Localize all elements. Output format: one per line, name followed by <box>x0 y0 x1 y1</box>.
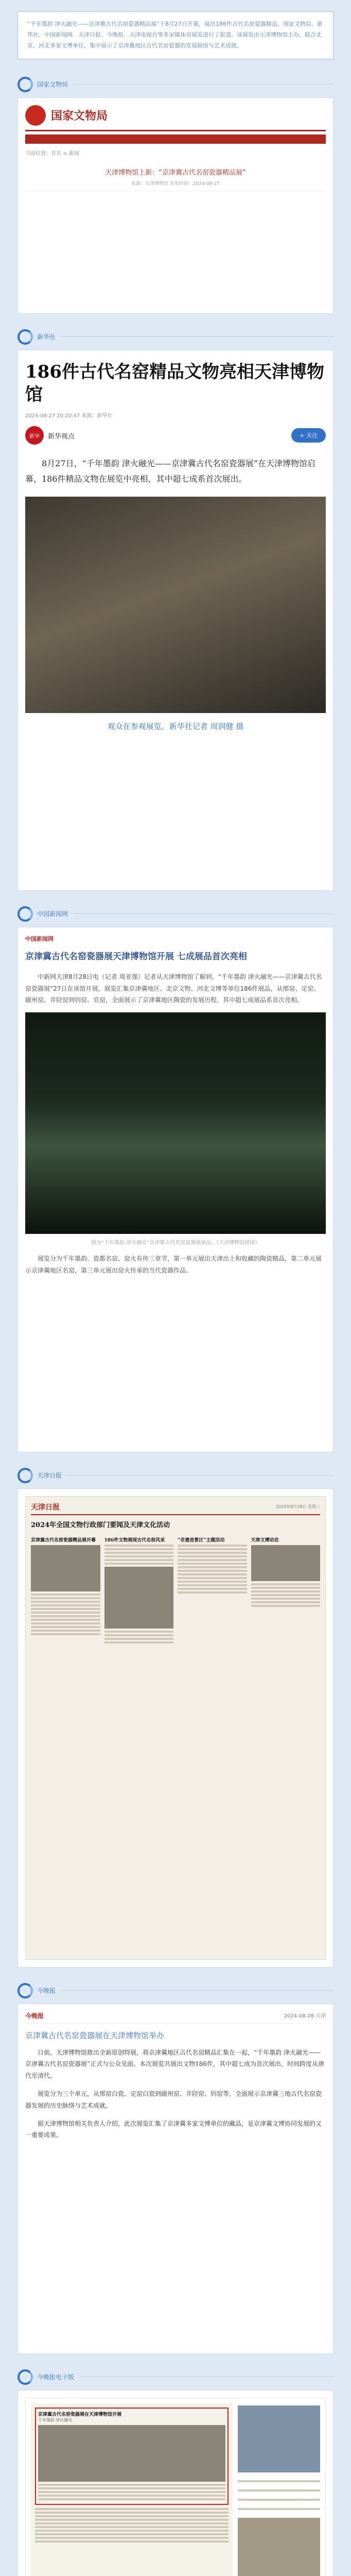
follow-button[interactable]: + 关注 <box>291 428 326 443</box>
ncha-article-title: 天津博物馆上新：“京津冀古代名窑瓷器精品展” <box>105 168 246 177</box>
article-body: 日前，天津博物馆推出全新原创特展，将京津冀地区古代名窑精品汇集在一起，“千年墨韵 津火融光——京津冀古代名窑瓷器展”正式与公众见面。本次展览共展出文物186件，其中超七成为首次展出，时间跨度从唐代至清代。 <box>25 2048 325 2080</box>
tag-divider <box>73 913 334 914</box>
site-bar-info: 2024-08-28 天津 <box>284 2013 326 2019</box>
newspaper-photo <box>251 1545 321 1581</box>
tag-label: 新华社 <box>37 333 56 341</box>
column-headline: “非遗进景区”主题活动 <box>178 1537 225 1543</box>
site-bar <box>25 2011 326 2024</box>
column <box>178 1533 247 1645</box>
intro-box <box>17 11 334 59</box>
section-tag-jinwanbao <box>17 1983 334 1998</box>
ncha-nav-bar[interactable] <box>25 134 326 144</box>
site-logo: 今晚报 <box>25 2012 44 2020</box>
column <box>251 1533 321 1645</box>
photo-caption: 观众在参观展览。新华社记者 周润健 摄 <box>107 721 244 731</box>
column-headline: 天津文博动态 <box>251 1537 279 1543</box>
highlighted-subtitle: 千年墨韵 津火融光 <box>38 2417 73 2422</box>
tag-logo-icon <box>17 329 33 345</box>
highlighted-title: 京津冀古代名窑瓷器展在天津博物馆开展 <box>38 2412 122 2417</box>
tag-label: 天津日报 <box>37 1472 62 1480</box>
site-logo: 中国新闻网 <box>25 935 54 942</box>
ncha-article-body <box>25 191 326 253</box>
tag-label: 今晚报电子版 <box>37 2374 75 2381</box>
tag-label: 今晚报 <box>37 1987 56 1995</box>
epaper-frame <box>25 2398 326 2576</box>
sidebar-photo <box>238 2518 320 2576</box>
epaper-sidebar <box>238 2403 320 2576</box>
tag-divider <box>61 1990 334 1991</box>
article-body: 据天津博物馆相关负责人介绍，此次展览汇集了京津冀多家文博单位的藏品，是京津冀文博协同发展的又一重要成果。 <box>25 2120 322 2139</box>
epaper-screenshot <box>17 2390 334 2576</box>
newspaper-header <box>31 1502 320 1515</box>
section-tag-chinanews <box>17 906 334 922</box>
newspaper-page <box>25 1496 326 1960</box>
tag-logo-icon <box>17 77 33 92</box>
jinwanbao-screenshot <box>17 2004 334 2354</box>
newspaper-photo <box>38 2425 225 2482</box>
ncha-site-name: 国家文物局 <box>51 109 108 123</box>
ncha-emblem-icon <box>25 105 46 126</box>
column-headline: 186件文物展现古代名窑风采 <box>104 1537 165 1543</box>
article-title: 京津冀古代名窑瓷器展天津博物馆开展 七成展品首次亮相 <box>25 951 247 962</box>
breadcrumb[interactable]: 当前位置：首页 > 新闻 <box>25 150 79 157</box>
tag-label: 国家文物局 <box>37 81 68 89</box>
source-name[interactable]: 新华视点 <box>48 432 75 440</box>
column-headline: 京津冀古代名窑瓷器精品展开幕 <box>31 1537 96 1543</box>
article-body: 展览分为三个单元，从邢窑白瓷、定窑白瓷到磁州窑、井陉窑、钧窑等，全面展示京津冀三地古代名窑瓷器发展的历史脉络与艺术成就。 <box>25 2090 322 2109</box>
column <box>104 1533 174 1645</box>
article-title: 京津冀古代名窑瓷器展在天津博物馆举办 <box>25 2030 165 2040</box>
tag-logo-icon <box>17 906 33 922</box>
article-meta: 2024-08-27 20:20:47 来源：新华社 <box>25 413 113 419</box>
tag-divider <box>61 336 334 337</box>
newspaper-name: 天津日报 <box>31 1503 60 1512</box>
chinanews-screenshot <box>17 927 334 1452</box>
sidebar-photo <box>238 2405 320 2472</box>
column <box>31 1533 100 1645</box>
epaper-sheet <box>31 2403 233 2576</box>
section-tag-epaper <box>17 2369 334 2385</box>
ncha-screenshot <box>17 97 334 314</box>
ncha-header <box>25 105 326 131</box>
newspaper-columns <box>31 1533 320 1645</box>
newspaper-headline: 2024年全国文物行政部门要闻及天津文化活动 <box>31 1521 170 1529</box>
newspaper-screenshot <box>17 1488 334 1968</box>
tag-logo-icon <box>17 1468 33 1483</box>
newspaper-photo <box>104 1567 174 1629</box>
article-title: 186件古代名窑精品文物亮相天津博物馆 <box>25 361 324 405</box>
author-row <box>25 426 326 445</box>
section-tag-tjrb <box>17 1468 334 1483</box>
tag-divider <box>67 1475 334 1476</box>
newspaper-date: 2024年8月28日 星期三 <box>275 1504 320 1510</box>
intro-text: “千年墨韵 津火融光——京津冀古代名窑瓷器精品展”于8月27日开幕，展出186件古代名窑瓷器精品。国家文物局、新华社、中国新闻网、天津日报、今晚报、天津电视台等多家媒体对展览进行了报道。该展览由天津博物馆主办，联合北京、河北多家文博单位，集中展示了京津冀地区古代名窑瓷器的发展脉络与艺术成就。 <box>27 21 323 49</box>
article-body: 中新网天津8月28日电（记者 周亚强）记者从天津博物馆了解到，“千年墨韵 津火融光——京津冀古代名窑瓷器展”27日在该馆开展。展览汇集京津冀地区、北京文物、河北文博等单位186件展品，从邢窑、定窑、磁州窑、井陉窑到钧窑、官窑，全面展示了京津冀地区陶瓷的发展历程，其中超七成展品系首次亮相。 <box>25 973 322 1004</box>
tag-logo-icon <box>17 2369 33 2385</box>
section-tag-xinhua <box>17 329 334 345</box>
newspaper-photo <box>31 1545 100 1591</box>
article-body: 8月27日，“千年墨韵 津火融光——京津冀古代名窑瓷器展”在天津博物馆启幕，186件精品文物在展览中亮相，其中超七成系首次展出。 <box>25 459 315 484</box>
photo-caption: 图为“千年墨韵 津火融光”京津冀古代名窑瓷器展展品。（天津博物馆供图） <box>91 1240 260 1246</box>
exhibition-photo <box>25 497 326 713</box>
xinhua-screenshot <box>17 350 334 891</box>
exhibition-photo <box>25 1012 326 1234</box>
tag-logo-icon <box>17 1983 33 1998</box>
source-avatar[interactable]: 新华 <box>25 426 44 445</box>
highlighted-article[interactable] <box>35 2408 229 2505</box>
section-tag-ncha <box>17 77 334 92</box>
tag-label: 中国新闻网 <box>37 910 68 918</box>
article-body: 展览分为千年墨韵、瓷都名窑、窑火有传三章节，第一单元展出天津出土和收藏的陶瓷精品，第二单元展示京津冀地区名窑，第三单元展出窑火传承的当代瓷器作品。 <box>25 1255 322 1275</box>
ncha-article-meta: 来源：天津博物馆 发布时间：2024-08-27 <box>25 180 326 191</box>
